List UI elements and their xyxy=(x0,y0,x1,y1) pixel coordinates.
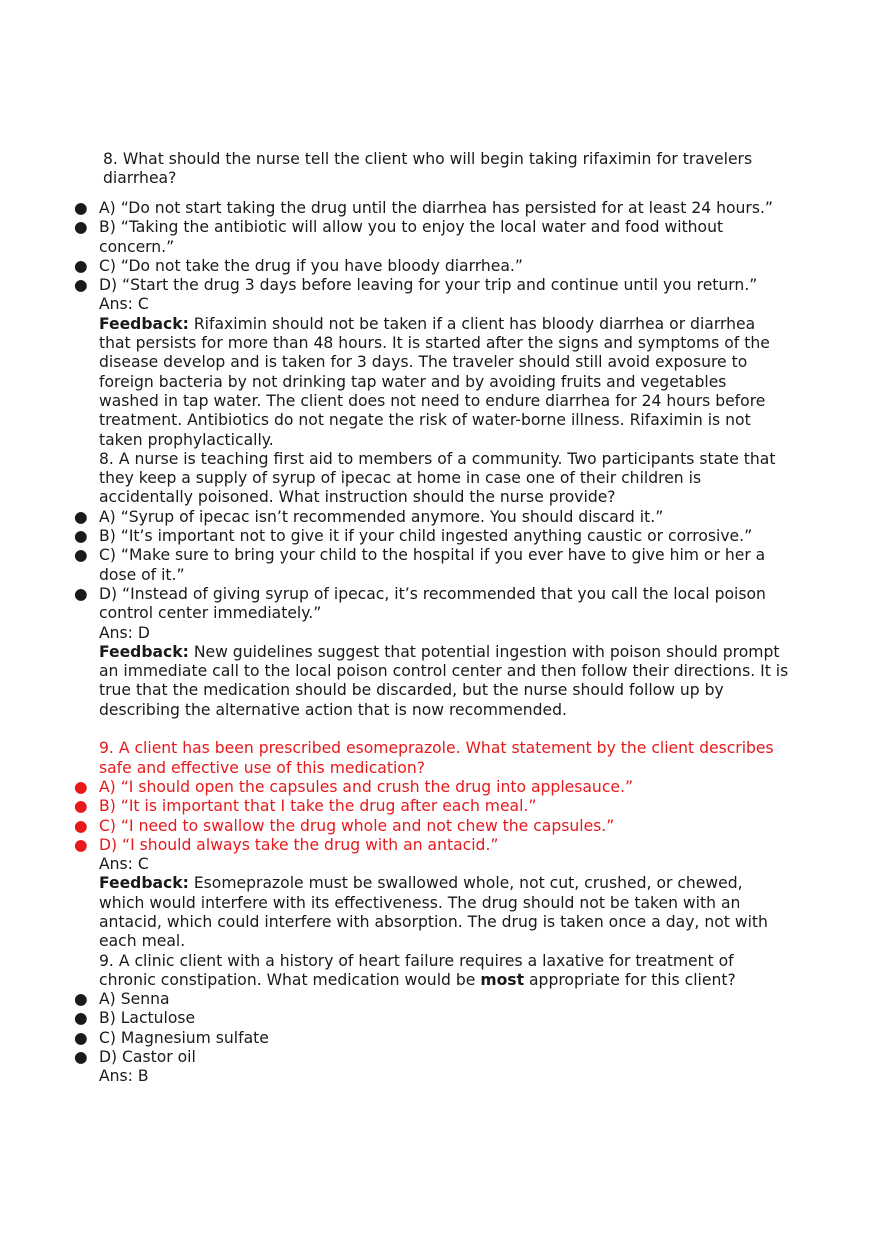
q9a-options xyxy=(74,777,789,855)
bullet-icon: ● xyxy=(74,507,88,526)
q9b-option-d: ● D) Castor oil xyxy=(74,1048,196,1067)
q9b-options xyxy=(74,990,789,1067)
bullet-icon: ● xyxy=(74,1009,88,1028)
feedback-label: Feedback: xyxy=(99,874,189,893)
q8a-option-c: ● C) “Do not take the drug if you have bloody diarrhea.” xyxy=(74,256,523,275)
q8b-option-a: ● A) “Syrup of ipecac isn’t recommended anymore. You should discard it.” xyxy=(74,507,664,526)
bullet-icon: ● xyxy=(74,777,88,796)
bullet-icon: ● xyxy=(74,546,88,565)
q8b-options xyxy=(74,507,789,624)
q8b-option-c: ● C) “Make sure to bring your child to the hospital if you ever have to give him or her a dose of it.” xyxy=(74,546,766,584)
bullet-icon: ● xyxy=(74,835,88,854)
q9b-answer: Ans: B xyxy=(99,1067,149,1086)
q8b-option-b: ● B) “It’s important not to give it if your child ingested anything caustic or corrosive.” xyxy=(74,527,753,546)
q9a-option-b: ● B) “It is important that I take the drug after each meal.” xyxy=(74,797,537,816)
q9a-option-a: ● A) “I should open the capsules and crush the drug into applesauce.” xyxy=(74,777,634,796)
question-9-laxative: 9. A clinic client with a history of heart failure requires a laxative for treatment of chronic constipation. What medication would be most appropriate for this client? xyxy=(99,951,736,989)
bullet-icon: ● xyxy=(74,218,88,237)
q8a-option-b: ● B) “Taking the antibiotic will allow you to enjoy the local water and food without concern.” xyxy=(74,218,724,256)
feedback-label: Feedback: xyxy=(99,314,189,333)
bullet-icon: ● xyxy=(74,1048,88,1067)
spacer xyxy=(99,720,789,739)
bullet-icon: ● xyxy=(74,256,88,275)
bullet-icon: ● xyxy=(74,1028,88,1047)
q9a-answer: Ans: C xyxy=(99,855,149,874)
q9b-option-b: ● B) Lactulose xyxy=(74,1009,196,1028)
q8a-feedback: Feedback: Rifaximin should not be taken if a client has bloody diarrhea or diarrhea that persists for more than 48 hours. It is started after the signs and symptoms of the disease develop and is taken for 3 days. The traveler should still avoid exposure to foreign bacteria by not drinking tap water and by avoiding fruits and vegetables washed in tap water. The client does not need to endure diarrhea for 24 hours before treatment. Antibiotics do not negate the risk of water-borne illness. Rifaximin is not taken prophylactically. xyxy=(99,314,770,449)
q8a-option-d: ● D) “Start the drug 3 days before leaving for your trip and continue until you return.” xyxy=(74,276,758,295)
bullet-icon: ● xyxy=(74,276,88,295)
q9a-feedback: Feedback: Esomeprazole must be swallowed whole, not cut, crushed, or chewed, which would interfere with its effectiveness. The drug should not be taken with an antacid, which could interfere with absorption. The drug is taken once a day, not with each meal. xyxy=(99,874,768,951)
bullet-icon: ● xyxy=(74,199,88,217)
bullet-icon: ● xyxy=(74,990,88,1009)
q8b-option-d: ● D) “Instead of giving syrup of ipecac, it’s recommended that you call the local poison control center immediately.” xyxy=(74,584,766,623)
question-block xyxy=(74,199,789,1087)
q9a-option-c: ● C) “I need to swallow the drug whole and not chew the capsules.” xyxy=(74,816,615,835)
bullet-icon: ● xyxy=(74,816,88,835)
q8a-answer: Ans: C xyxy=(99,295,149,314)
q9b-option-c: ● C) Magnesium sulfate xyxy=(74,1028,269,1047)
bullet-icon: ● xyxy=(74,797,88,816)
q9a-option-d: ● D) “I should always take the drug with an antacid.” xyxy=(74,835,499,854)
question-9-esomeprazole: 9. A client has been prescribed esomeprazole. What statement by the client describes safe and effective use of this medication? xyxy=(99,739,774,777)
feedback-label: Feedback: xyxy=(99,642,189,661)
q8b-answer: Ans: D xyxy=(99,623,150,642)
q8a-options xyxy=(74,199,789,295)
q8a-option-a: ● A) “Do not start taking the drug until the diarrhea has persisted for at least 24 hours.” xyxy=(74,199,773,217)
question-8-ipecac: 8. A nurse is teaching first aid to members of a community. Two participants state that they keep a supply of syrup of ipecac at home in case one of their children is accidentally poisoned. What instruction should the nurse provide? xyxy=(99,449,776,507)
q8b-feedback: Feedback: New guidelines suggest that potential ingestion with poison should prompt an immediate call to the local poison control center and then follow their directions. It is true that the medication should be discarded, but the nurse should follow up by describing the alternative action that is now recommended. xyxy=(99,642,789,719)
question-8-rifaximin: 8. What should the nurse tell the client who will begin taking rifaximin for travelers diarrhea? xyxy=(103,150,753,188)
bullet-icon: ● xyxy=(74,584,88,603)
bullet-icon: ● xyxy=(74,527,88,546)
q9b-option-a: ● A) Senna xyxy=(74,990,170,1009)
